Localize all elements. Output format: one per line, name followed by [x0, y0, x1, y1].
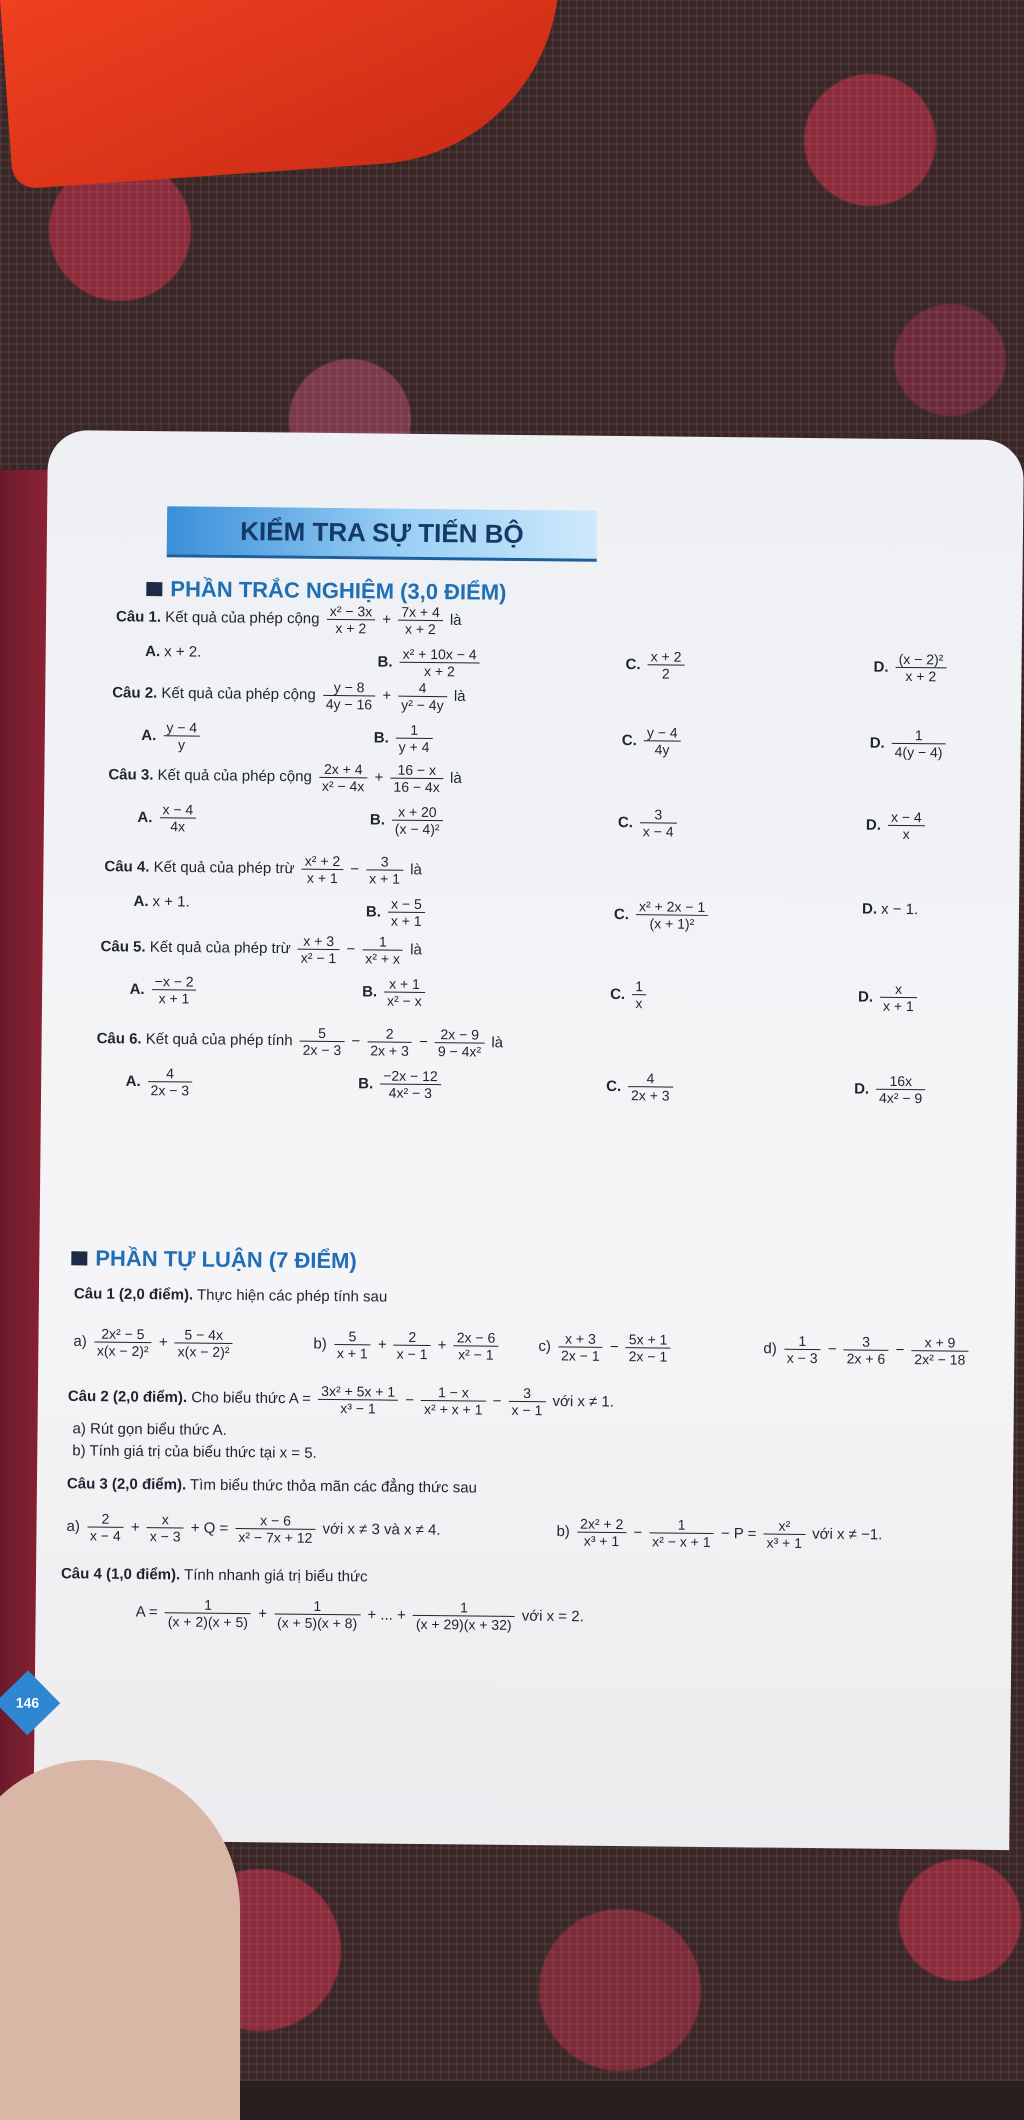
operator: −: [347, 1032, 365, 1050]
option-label: B.: [377, 653, 393, 671]
fraction: [396, 722, 433, 756]
option-label: B.: [373, 728, 389, 747]
fraction: [394, 1329, 431, 1363]
option-label: A.: [137, 808, 153, 826]
denominator: 4x² − 9: [878, 1089, 923, 1107]
page-title: KIỂM TRA SỰ TIẾN BỘ: [240, 516, 524, 549]
mcq-option-c[interactable]: [622, 724, 684, 758]
operator: +: [373, 1336, 391, 1354]
numerator: 1: [396, 722, 433, 739]
mcq-option-b[interactable]: [358, 1067, 444, 1101]
numerator: 3: [844, 1333, 889, 1351]
fraction: [318, 1383, 398, 1417]
book-page: [15, 430, 1024, 1850]
mcq-option-d[interactable]: [854, 1072, 929, 1106]
option-label: C.: [625, 655, 641, 673]
fraction: [880, 981, 917, 1015]
denominator: x − 3: [786, 1349, 818, 1367]
option-text: x − 1.: [880, 900, 919, 919]
fraction: [626, 1331, 671, 1365]
numerator: x² + 2x − 1: [636, 898, 708, 916]
operator: +: [126, 1518, 144, 1536]
denominator: x² − 4x: [321, 777, 365, 795]
mcq-option-c[interactable]: [606, 1070, 676, 1104]
numerator: −x − 2: [152, 973, 197, 991]
option-label: C.: [613, 905, 630, 923]
option-label: B.: [362, 982, 378, 1001]
denominator: x + 1: [369, 870, 400, 887]
numerator: 2: [87, 1510, 124, 1527]
fraction: [302, 853, 344, 887]
fraction: [895, 651, 946, 685]
fraction: [327, 603, 376, 637]
essay-q4: Câu 4 (1,0 điểm). Tính nhanh giá trị biểu thức: [60, 1565, 368, 1586]
option-label: D.: [858, 988, 874, 1006]
mcq-option-a[interactable]: [129, 973, 199, 1007]
fraction: [876, 1073, 926, 1107]
denominator: y: [178, 736, 186, 753]
numerator: 1: [892, 727, 946, 745]
numerator: 2x + 4: [319, 761, 368, 779]
fraction: [362, 933, 403, 967]
option-label: D.: [854, 1080, 870, 1098]
numerator: x: [880, 981, 917, 998]
mcq-option-c[interactable]: [618, 806, 680, 840]
denominator: 9 − 4x²: [437, 1043, 482, 1060]
operator: +: [154, 1333, 172, 1351]
operator: + Q =: [186, 1519, 233, 1537]
numerator: 1: [649, 1516, 714, 1534]
numerator: 4: [398, 680, 447, 698]
denominator: x³ + 1: [766, 1534, 803, 1552]
fraction: [298, 933, 340, 967]
mcq-question: [116, 601, 462, 638]
essay-q2-b: b) Tính giá trị của biểu thức tại x = 5.: [72, 1442, 317, 1462]
option-label: B.: [365, 902, 382, 921]
operator: −: [342, 940, 360, 958]
mcq-option-a[interactable]: [137, 801, 199, 835]
numerator: x + 9: [911, 1334, 968, 1352]
mcq-option-a[interactable]: [141, 719, 203, 753]
numerator: 1: [165, 1596, 251, 1614]
operator: −: [414, 1033, 433, 1051]
fraction: [508, 1385, 545, 1419]
numerator: 1: [274, 1597, 360, 1615]
denominator: 2x + 3: [630, 1087, 670, 1104]
fraction: [367, 1025, 412, 1059]
square-bullet-icon: [71, 1251, 87, 1265]
denominator: x² − x: [386, 992, 422, 1010]
option-label: C.: [617, 813, 634, 831]
fraction: [413, 1599, 515, 1633]
mcq-option-d[interactable]: [866, 809, 928, 843]
numerator: y − 4: [644, 724, 681, 741]
fraction: [911, 1334, 968, 1368]
fraction: [163, 719, 200, 753]
essay-q1-c: [538, 1330, 673, 1365]
mcq-option-b[interactable]: [366, 895, 428, 929]
essay-q1-b: [313, 1328, 501, 1363]
option-label: D.: [861, 900, 878, 918]
fraction: [784, 1333, 821, 1367]
numerator: 5: [300, 1025, 345, 1043]
question-tail: là: [449, 687, 466, 705]
operator: − P =: [716, 1524, 761, 1543]
operator: −: [346, 860, 364, 878]
question-tail: là: [405, 941, 422, 959]
numerator: 2: [394, 1329, 431, 1346]
numerator: 3: [366, 853, 403, 870]
numerator: 1: [784, 1333, 821, 1350]
numerator: x: [147, 1511, 184, 1528]
mcq-option-a[interactable]: [133, 893, 189, 911]
question-label: Câu 2.: [112, 684, 162, 702]
mcq-question: [100, 931, 422, 968]
numerator: x − 4: [159, 801, 196, 818]
denominator: x + 1: [336, 1345, 368, 1362]
essay-q1: Câu 1 (2,0 điểm). Thực hiện các phép tính sau: [73, 1285, 388, 1306]
question-text: Kết quả của phép trừ: [153, 858, 299, 878]
fraction: [628, 1070, 673, 1104]
denominator: 2x − 3: [150, 1082, 190, 1099]
denominator: 2x − 1: [628, 1348, 668, 1365]
fraction: [632, 978, 646, 1011]
fraction: [398, 604, 443, 638]
fraction: [300, 1025, 345, 1059]
denominator: x: [635, 995, 643, 1012]
question-label: Câu 5.: [100, 938, 150, 956]
fraction: [390, 762, 443, 796]
fraction: [640, 806, 677, 840]
option-label: B.: [369, 810, 386, 829]
operator: −: [823, 1340, 841, 1358]
option-label: C.: [606, 1077, 622, 1095]
fraction: [577, 1516, 627, 1550]
numerator: x − 6: [235, 1512, 315, 1530]
option-label: A.: [125, 1072, 141, 1090]
denominator: (x − 4)²: [394, 820, 440, 838]
denominator: y² − 4y: [401, 696, 444, 714]
numerator: x²: [764, 1518, 806, 1536]
question-text: Kết quả của phép trừ: [149, 938, 295, 958]
denominator: x³ + 1: [583, 1532, 620, 1550]
numerator: x + 20: [392, 804, 443, 822]
option-label: A.: [133, 892, 149, 911]
mcq-option-b[interactable]: [377, 645, 482, 679]
mcq-option-c[interactable]: [614, 898, 711, 932]
sub-label: d): [763, 1340, 782, 1358]
question-label: Câu 1.: [115, 608, 166, 626]
question-text: Kết quả của phép tính: [145, 1030, 297, 1050]
numerator: 16x: [876, 1073, 925, 1091]
section-mcq-heading: PHẦN TRẮC NGHIỆM (3,0 ĐIỂM): [146, 576, 506, 606]
denominator: x + 2: [404, 620, 436, 638]
denominator: 4x² − 3: [388, 1084, 433, 1102]
mcq-option-c[interactable]: [625, 648, 687, 682]
numerator: x − 4: [888, 809, 925, 826]
denominator: x² − x + 1: [652, 1533, 711, 1551]
operator: +: [370, 768, 388, 787]
numerator: 3: [640, 806, 677, 823]
sub-label: b): [313, 1335, 332, 1353]
numerator: 2x − 6: [454, 1329, 499, 1347]
fraction: [644, 724, 681, 758]
fraction: [323, 679, 376, 713]
denominator: x + 1: [158, 990, 190, 1007]
option-label: A.: [145, 643, 161, 661]
fraction: [398, 680, 447, 714]
fraction: [892, 727, 946, 761]
numerator: 5 − 4x: [175, 1326, 233, 1344]
denominator: 2: [661, 665, 670, 682]
fraction: [647, 648, 684, 682]
numerator: 3x² + 5x + 1: [318, 1383, 398, 1401]
mcq-option-d[interactable]: [873, 651, 949, 685]
mcq-option-b[interactable]: [370, 803, 446, 837]
numerator: 1: [632, 978, 646, 995]
numerator: 4: [628, 1070, 673, 1088]
mcq-option-d[interactable]: [862, 901, 918, 919]
question-tail: là: [487, 1034, 504, 1052]
section-essay-heading: PHẦN TỰ LUẬN (7 ĐIỂM): [71, 1245, 357, 1274]
fraction: [366, 853, 403, 887]
mcq-option-c[interactable]: [610, 978, 649, 1012]
numerator: 1 − x: [421, 1384, 486, 1402]
mcq-option-d[interactable]: [858, 981, 920, 1015]
fraction: [334, 1328, 371, 1362]
mcq-option-b[interactable]: [362, 975, 428, 1009]
fraction: [319, 761, 368, 795]
hand: [0, 1760, 240, 2120]
option-label: C.: [621, 731, 637, 749]
numerator: x² + 2: [302, 853, 344, 871]
fraction: [649, 1516, 714, 1550]
page-number-badge: 146: [0, 1670, 60, 1735]
option-text: x + 1.: [152, 893, 190, 911]
operator: −: [629, 1523, 647, 1541]
denominator: x + 2: [335, 620, 367, 637]
operator: −: [891, 1341, 909, 1359]
question-text: Kết quả của phép cộng: [157, 766, 317, 786]
denominator: x − 1: [511, 1402, 543, 1419]
denominator: 2x + 3: [370, 1042, 409, 1059]
question-label: Câu 6.: [96, 1030, 146, 1048]
denominator: x² − 1: [300, 949, 337, 967]
denominator: 2x − 1: [560, 1347, 600, 1364]
fraction: [844, 1333, 889, 1367]
denominator: y + 4: [398, 738, 430, 756]
denominator: x(x − 2)²: [96, 1342, 149, 1360]
fraction: [384, 976, 425, 1010]
denominator: x + 1: [390, 912, 422, 930]
fraction: [763, 1518, 805, 1552]
denominator: x² − 1: [458, 1346, 494, 1363]
title-banner: [167, 506, 598, 562]
denominator: x: [902, 826, 910, 843]
numerator: x² − 3x: [327, 603, 376, 621]
essay-q4-expr: A = $\frac{1}{(x + 2)(x + 5)}$ + $\frac{1}{(x + 5)(x + 8)}$ + ... + $\frac{1}{(x + 29)(x + 32)}$ với x = 2.: [135, 1596, 584, 1634]
essay-q2: Câu 2 (2,0 điểm). Cho biểu thức A = $\frac{\text{3x² + 5x + 1}}{\text{x³ − 1}}$ − $\frac{1 - x}{\text{x² + x + 1}}$ − $\frac{3}{x - 1}$ với x ≠ 1.: [67, 1382, 615, 1419]
option-label: A.: [141, 726, 157, 744]
denominator: x³ − 1: [340, 1400, 376, 1417]
numerator: x + 3: [298, 933, 340, 951]
denominator: x − 4: [642, 823, 674, 840]
denominator: 4x: [170, 818, 186, 835]
numerator: 2x² + 2: [577, 1516, 626, 1534]
denominator: x + 2: [905, 668, 937, 685]
denominator: (x + 29)(x + 32): [415, 1616, 512, 1634]
numerator: 2x − 9: [435, 1026, 484, 1044]
fraction: [636, 898, 708, 932]
fraction: [558, 1330, 603, 1364]
mcq-question: [96, 1023, 503, 1060]
denominator: x − 4: [89, 1527, 121, 1544]
numerator: 4: [148, 1065, 193, 1083]
sub-label: a): [73, 1332, 92, 1351]
fraction: [151, 973, 196, 1007]
operator: +: [378, 611, 396, 629]
numerator: 3: [509, 1385, 546, 1402]
numerator: y − 4: [163, 719, 200, 736]
numerator: 16 − x: [391, 762, 444, 780]
denominator: 2x − 3: [302, 1041, 342, 1059]
numerator: 5: [334, 1328, 371, 1345]
numerator: 2: [367, 1025, 412, 1043]
denominator: x − 3: [149, 1528, 181, 1545]
fraction: [392, 804, 443, 838]
denominator: (x + 5)(x + 8): [276, 1614, 358, 1632]
denominator: x² + x: [365, 950, 401, 967]
denominator: x(x − 2)²: [177, 1343, 230, 1361]
numerator: x + 3: [558, 1330, 603, 1348]
question-tail: là: [445, 769, 462, 787]
denominator: 4(y − 4): [894, 743, 943, 761]
denominator: (x + 2)(x + 5): [167, 1613, 249, 1631]
operator: +: [378, 687, 396, 705]
fraction: [435, 1026, 485, 1060]
question-text: Kết quả của phép cộng: [161, 684, 320, 704]
denominator: 2x² − 18: [914, 1351, 966, 1368]
mcq-option-d[interactable]: [870, 727, 949, 761]
fraction: [87, 1510, 124, 1544]
fraction: [147, 1511, 184, 1545]
fraction: [165, 1596, 251, 1630]
fraction: [380, 1068, 441, 1102]
option-text: x + 2.: [164, 643, 202, 661]
fraction: [94, 1326, 152, 1360]
mcq-option-b[interactable]: [374, 721, 436, 755]
numerator: y − 8: [323, 679, 376, 697]
operator: −: [605, 1338, 623, 1356]
denominator: 2x + 6: [846, 1350, 886, 1367]
question-text: Kết quả của phép cộng: [165, 608, 324, 628]
denominator: x + 1: [306, 869, 338, 887]
option-label: D.: [865, 816, 882, 834]
question-label: Câu 3.: [108, 766, 158, 784]
numerator: x + 2: [648, 648, 685, 665]
denominator: x + 2: [424, 663, 455, 680]
mcq-question: [112, 677, 466, 714]
mcq-option-a[interactable]: [126, 1065, 196, 1099]
fraction: [453, 1329, 498, 1363]
question-tail: là: [445, 611, 462, 629]
fraction: [399, 646, 479, 680]
numerator: (x − 2)²: [896, 651, 947, 669]
mcq-option-a[interactable]: [145, 643, 201, 661]
option-label: D.: [869, 734, 885, 752]
fraction: [388, 896, 425, 930]
operator: + ... +: [363, 1605, 411, 1624]
denominator: x² − 7x + 12: [238, 1529, 313, 1546]
denominator: x − 1: [396, 1345, 428, 1363]
numerator: x + 1: [384, 976, 425, 994]
option-label: B.: [358, 1074, 374, 1093]
denominator: 16 − 4x: [393, 778, 440, 796]
numerator: 2x² − 5: [94, 1326, 152, 1344]
question-label: Câu 4.: [104, 858, 154, 876]
fraction: [159, 801, 196, 835]
numerator: 5x + 1: [626, 1331, 671, 1349]
essay-q3-a: a) $\frac{2}{x - 4}$ + $\frac{x}{x - 3}$ + Q = $\frac{x - 6}{\text{x² − 7x + 12}}$ với x ≠ 3 và x ≠ 4.: [66, 1510, 441, 1546]
operator: +: [253, 1604, 272, 1622]
option-label: A.: [129, 980, 145, 998]
denominator: x + 1: [882, 997, 914, 1015]
fraction: [421, 1384, 486, 1418]
essay-q2-a: a) Rút gọn biểu thức A.: [72, 1420, 227, 1439]
fraction: [235, 1512, 315, 1546]
fraction: [148, 1065, 193, 1099]
operator: −: [488, 1392, 506, 1410]
fraction: [888, 809, 925, 843]
numerator: 1: [413, 1599, 515, 1617]
option-label: D.: [873, 658, 889, 676]
operator: +: [433, 1336, 451, 1354]
denominator: x² + x + 1: [423, 1401, 483, 1418]
essay-q1-d: [763, 1333, 971, 1368]
option-label: C.: [610, 985, 626, 1003]
numerator: 7x + 4: [398, 604, 443, 622]
operator: −: [400, 1391, 419, 1409]
essay-q1-a: [73, 1325, 235, 1360]
numerator: x² + 10x − 4: [400, 646, 480, 664]
question-tail: là: [405, 861, 422, 879]
fraction: [175, 1326, 233, 1360]
numerator: −2x − 12: [380, 1068, 441, 1086]
numerator: 1: [362, 933, 403, 951]
fraction: [274, 1597, 360, 1631]
mcq-question: [108, 759, 462, 796]
mcq-question: [104, 851, 422, 888]
denominator: (x + 1)²: [649, 915, 695, 932]
sub-label: c): [538, 1337, 556, 1355]
denominator: 4y: [654, 741, 670, 758]
square-bullet-icon: [146, 582, 162, 596]
numerator: x − 5: [388, 896, 425, 913]
essay-q3-b: b) $\frac{\text{2x² + 2}}{\text{x³ + 1}}$ − $\frac{1}{\text{x² − x + 1}}$ − P = $\frac{\text{x²}}{\text{x³ + 1}}$ với x ≠ −1.: [556, 1515, 883, 1552]
essay-q3: Câu 3 (2,0 điểm). Tìm biểu thức thỏa mãn các đẳng thức sau: [66, 1475, 478, 1497]
denominator: 4y − 16: [325, 696, 373, 713]
